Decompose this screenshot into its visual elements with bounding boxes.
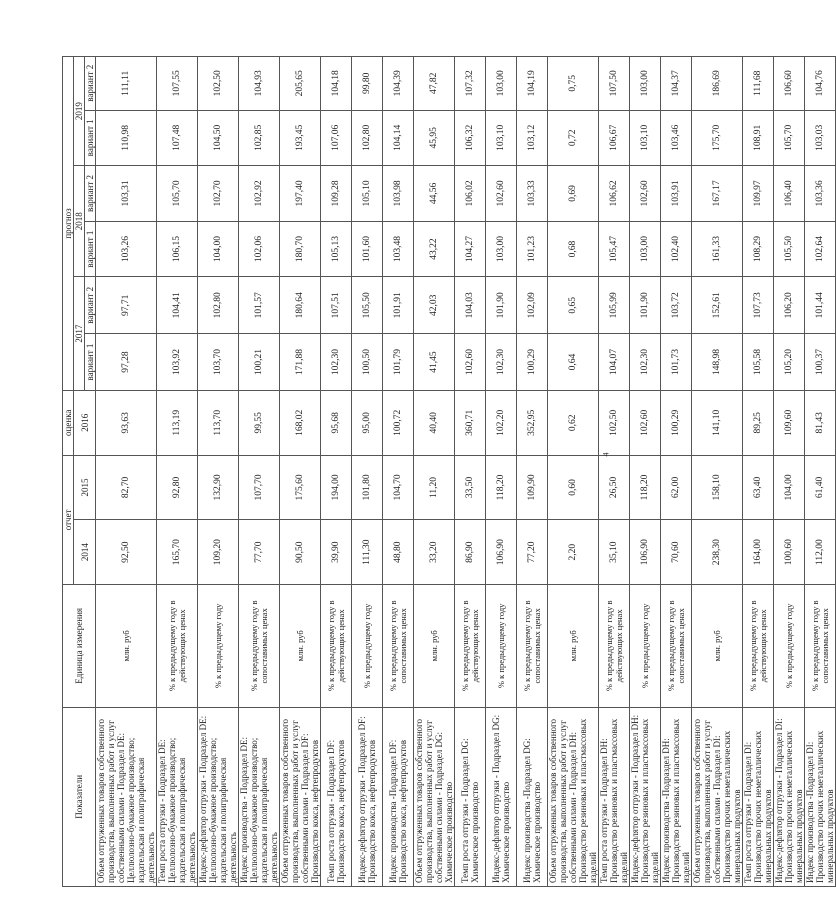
value-cell: 104,00 — [198, 221, 239, 277]
value-cell: 171,88 — [280, 334, 321, 391]
header-variant-1: вариант 1 — [85, 110, 96, 166]
forecast-table — [62, 56, 836, 887]
value-cell: 103,48 — [383, 221, 414, 277]
value-cell: 186,69 — [692, 57, 743, 111]
value-cell: 164,00 — [743, 520, 774, 585]
value-cell: 103,10 — [486, 110, 517, 166]
header-variant-2: вариант 2 — [85, 166, 96, 222]
table-row — [486, 57, 517, 887]
value-cell: 0,60 — [548, 455, 599, 520]
value-cell: 47,82 — [414, 57, 455, 111]
indicator-cell: Темп роста отгрузки - Подраздел DF: Производство кокса, нефтепродуктов — [321, 707, 352, 886]
table-row — [692, 57, 743, 887]
value-cell: 100,37 — [805, 334, 836, 391]
value-cell: 238,30 — [692, 520, 743, 585]
value-cell: 102,40 — [661, 221, 692, 277]
value-cell: 100,29 — [517, 334, 548, 391]
indicator-cell: Объем отгруженных товаров собственного производства, выполненных работ и услуг собственными силами - Подраздел DI: Производство прочих неметаллических минеральных продуктов — [692, 707, 743, 886]
table-row — [198, 57, 239, 887]
rotated-table-container — [62, 56, 835, 887]
value-cell: 93,63 — [96, 390, 157, 455]
value-cell: 104,03 — [455, 277, 486, 334]
value-cell: 2,20 — [548, 520, 599, 585]
value-cell: 105,13 — [321, 221, 352, 277]
value-cell: 104,18 — [321, 57, 352, 111]
indicator-cell: Темп роста отгрузки - Подраздел DE: Целлюлозно-бумажное производство; издательская и полиграфическая деятельность — [157, 707, 198, 886]
value-cell: 102,50 — [198, 57, 239, 111]
header-variant-2: вариант 2 — [85, 277, 96, 334]
value-cell: 0,68 — [548, 221, 599, 277]
value-cell: 197,40 — [280, 166, 321, 222]
indicator-cell: Индекс-дефлятор отгрузки - Подраздел DH: Производство резиновых и пластмассовых изделий — [630, 707, 661, 886]
value-cell: 102,70 — [198, 166, 239, 222]
value-cell: 118,20 — [486, 455, 517, 520]
value-cell: 105,70 — [157, 166, 198, 222]
value-cell: 180,70 — [280, 221, 321, 277]
value-cell: 106,40 — [774, 166, 805, 222]
unit-cell: % к предыдущему году в действующих ценах — [599, 585, 630, 708]
value-cell: 104,76 — [805, 57, 836, 111]
value-cell: 109,90 — [517, 455, 548, 520]
value-cell: 107,48 — [157, 110, 198, 166]
value-cell: 111,30 — [352, 520, 383, 585]
value-cell: 158,10 — [692, 455, 743, 520]
value-cell: 102,60 — [630, 390, 661, 455]
value-cell: 113,70 — [198, 390, 239, 455]
value-cell: 103,33 — [517, 166, 548, 222]
value-cell: 100,21 — [239, 334, 280, 391]
value-cell: 167,17 — [692, 166, 743, 222]
indicator-cell: Объем отгруженных товаров собственного производства, выполненных работ и услуг собственными силами - Подраздел DE: Целлюлозно-бумажное производство; издательская и полиграфическая деятельность — [96, 707, 157, 886]
value-cell: 106,20 — [774, 277, 805, 334]
value-cell: 101,73 — [661, 334, 692, 391]
value-cell: 101,44 — [805, 277, 836, 334]
value-cell: 92,50 — [96, 520, 157, 585]
value-cell: 106,02 — [455, 166, 486, 222]
value-cell: 148,98 — [692, 334, 743, 391]
value-cell: 107,51 — [321, 277, 352, 334]
value-cell: 168,02 — [280, 390, 321, 455]
value-cell: 105,99 — [599, 277, 630, 334]
value-cell: 39,90 — [321, 520, 352, 585]
table-row — [321, 57, 352, 887]
table-row — [239, 57, 280, 887]
value-cell: 194,00 — [321, 455, 352, 520]
value-cell: 81,43 — [805, 390, 836, 455]
value-cell: 0,72 — [548, 110, 599, 166]
value-cell: 48,80 — [383, 520, 414, 585]
value-cell: 104,27 — [455, 221, 486, 277]
table-row — [383, 57, 414, 887]
table-row — [548, 57, 599, 887]
value-cell: 89,25 — [743, 390, 774, 455]
value-cell: 105,20 — [774, 334, 805, 391]
value-cell: 62,00 — [661, 455, 692, 520]
value-cell: 107,73 — [743, 277, 774, 334]
value-cell: 70,60 — [661, 520, 692, 585]
value-cell: 193,45 — [280, 110, 321, 166]
value-cell: 63,40 — [743, 455, 774, 520]
value-cell: 102,92 — [239, 166, 280, 222]
value-cell: 103,46 — [661, 110, 692, 166]
value-cell: 103,98 — [383, 166, 414, 222]
value-cell: 0,75 — [548, 57, 599, 111]
value-cell: 105,10 — [352, 166, 383, 222]
value-cell: 101,60 — [352, 221, 383, 277]
header-year-2019: 2019 — [74, 57, 85, 166]
value-cell: 104,37 — [661, 57, 692, 111]
value-cell: 41,45 — [414, 334, 455, 391]
table-row — [352, 57, 383, 887]
value-cell: 111,68 — [743, 57, 774, 111]
value-cell: 112,00 — [805, 520, 836, 585]
value-cell: 103,26 — [96, 221, 157, 277]
unit-cell: млн. руб — [414, 585, 455, 708]
value-cell: 40,40 — [414, 390, 455, 455]
indicator-cell: Индекс производства -Подраздел DG: Химическое производство — [517, 707, 548, 886]
value-cell: 104,70 — [383, 455, 414, 520]
value-cell: 205,65 — [280, 57, 321, 111]
value-cell: 33,50 — [455, 455, 486, 520]
unit-cell: млн. руб — [548, 585, 599, 708]
indicator-cell: Индекс производства - Подраздел DE: Целлюлозно-бумажное производство; издательская и полиграфическая деятельность — [239, 707, 280, 886]
table-body — [96, 57, 836, 887]
value-cell: 132,90 — [198, 455, 239, 520]
value-cell: 109,28 — [321, 166, 352, 222]
value-cell: 104,19 — [517, 57, 548, 111]
value-cell: 106,67 — [599, 110, 630, 166]
indicator-cell: Индекс-дефлятор отгрузки - Подраздел DE: Целлюлозно-бумажное производство; издательская и полиграфическая деятельность — [198, 707, 239, 886]
value-cell: 352,95 — [517, 390, 548, 455]
value-cell: 90,50 — [280, 520, 321, 585]
value-cell: 103,91 — [661, 166, 692, 222]
value-cell: 103,92 — [157, 334, 198, 391]
header-variant-1: вариант 1 — [85, 334, 96, 391]
value-cell: 104,93 — [239, 57, 280, 111]
unit-cell: % к предыдущему году в сопоставимых ценах — [383, 585, 414, 708]
value-cell: 33,20 — [414, 520, 455, 585]
value-cell: 108,29 — [743, 221, 774, 277]
header-report: отчет — [63, 455, 74, 584]
header-forecast: прогноз — [63, 57, 74, 391]
value-cell: 101,23 — [517, 221, 548, 277]
value-cell: 103,03 — [805, 110, 836, 166]
value-cell: 111,11 — [96, 57, 157, 111]
value-cell: 101,90 — [486, 277, 517, 334]
value-cell: 103,10 — [630, 110, 661, 166]
value-cell: 100,50 — [352, 334, 383, 391]
value-cell: 102,30 — [321, 334, 352, 391]
value-cell: 95,00 — [352, 390, 383, 455]
value-cell: 101,57 — [239, 277, 280, 334]
header-year-2015: 2015 — [74, 455, 96, 520]
header-indicator: Показатели — [63, 707, 96, 886]
value-cell: 102,20 — [486, 390, 517, 455]
value-cell: 102,30 — [630, 334, 661, 391]
value-cell: 107,55 — [157, 57, 198, 111]
value-cell: 99,55 — [239, 390, 280, 455]
value-cell: 102,60 — [455, 334, 486, 391]
value-cell: 44,56 — [414, 166, 455, 222]
value-cell: 103,72 — [661, 277, 692, 334]
indicator-cell: Темп роста отгрузки - Подраздел DG: Химическое производство — [455, 707, 486, 886]
value-cell: 101,90 — [630, 277, 661, 334]
value-cell: 0,69 — [548, 166, 599, 222]
value-cell: 106,62 — [599, 166, 630, 222]
table-row — [774, 57, 805, 887]
value-cell: 102,30 — [486, 334, 517, 391]
value-cell: 100,29 — [661, 390, 692, 455]
unit-cell: % к предыдущему году в сопоставимых ценах — [517, 585, 548, 708]
value-cell: 103,00 — [630, 221, 661, 277]
value-cell: 109,20 — [198, 520, 239, 585]
value-cell: 77,70 — [239, 520, 280, 585]
value-cell: 77,20 — [517, 520, 548, 585]
value-cell: 102,06 — [239, 221, 280, 277]
table-row — [743, 57, 774, 887]
value-cell: 101,91 — [383, 277, 414, 334]
value-cell: 61,40 — [805, 455, 836, 520]
unit-cell: % к предыдущему году — [630, 585, 661, 708]
value-cell: 360,71 — [455, 390, 486, 455]
unit-cell: % к предыдущему году в сопоставимых ценах — [239, 585, 280, 708]
value-cell: 103,00 — [486, 221, 517, 277]
value-cell: 161,33 — [692, 221, 743, 277]
header-variant-2: вариант 2 — [85, 57, 96, 111]
table-row — [517, 57, 548, 887]
table-row — [599, 57, 630, 887]
value-cell: 11,20 — [414, 455, 455, 520]
value-cell: 45,95 — [414, 110, 455, 166]
value-cell: 0,64 — [548, 334, 599, 391]
indicator-cell: Темп роста отгрузки - Подраздел DH: Производство резиновых и пластмассовых изделий — [599, 707, 630, 886]
value-cell: 106,15 — [157, 221, 198, 277]
table-row — [661, 57, 692, 887]
unit-cell: % к предыдущему году — [198, 585, 239, 708]
value-cell: 102,80 — [198, 277, 239, 334]
header-year-2017: 2017 — [74, 277, 85, 391]
unit-cell: % к предыдущему году в сопоставимых ценах — [661, 585, 692, 708]
value-cell: 108,91 — [743, 110, 774, 166]
value-cell: 103,31 — [96, 166, 157, 222]
value-cell: 104,39 — [383, 57, 414, 111]
indicator-cell: Объем отгруженных товаров собственного производства, выполненных работ и услуг собственными силами - Подраздел DH: Производство резиновых и пластмассовых изделий — [548, 707, 599, 886]
unit-cell: млн. руб — [280, 585, 321, 708]
indicator-cell: Индекс-дефлятор отгрузки - Подраздел DF: Производство кокса, нефтепродуктов — [352, 707, 383, 886]
value-cell: 106,90 — [486, 520, 517, 585]
value-cell: 92,80 — [157, 455, 198, 520]
value-cell: 105,70 — [774, 110, 805, 166]
unit-cell: % к предыдущему году — [352, 585, 383, 708]
value-cell: 104,00 — [774, 455, 805, 520]
indicator-cell: Индекс-дефлятор отгрузки - Подраздел DI: Производство прочих неметаллических минеральных продуктов — [774, 707, 805, 886]
header-year-2016: 2016 — [74, 390, 96, 455]
value-cell: 99,80 — [352, 57, 383, 111]
value-cell: 102,09 — [517, 277, 548, 334]
value-cell: 101,80 — [352, 455, 383, 520]
page-number: 4 — [601, 452, 611, 457]
table-row — [280, 57, 321, 887]
unit-cell: % к предыдущему году в действующих ценах — [743, 585, 774, 708]
value-cell: 118,20 — [630, 455, 661, 520]
value-cell: 105,50 — [774, 221, 805, 277]
value-cell: 101,79 — [383, 334, 414, 391]
value-cell: 113,19 — [157, 390, 198, 455]
value-cell: 152,61 — [692, 277, 743, 334]
value-cell: 107,06 — [321, 110, 352, 166]
value-cell: 107,50 — [599, 57, 630, 111]
indicator-cell: Индекс производства -Подраздел DH: Производство резиновых и пластмассовых изделий — [661, 707, 692, 886]
value-cell: 102,85 — [239, 110, 280, 166]
value-cell: 175,70 — [692, 110, 743, 166]
value-cell: 86,90 — [455, 520, 486, 585]
value-cell: 180,64 — [280, 277, 321, 334]
value-cell: 106,60 — [774, 57, 805, 111]
value-cell: 109,97 — [743, 166, 774, 222]
value-cell: 103,00 — [486, 57, 517, 111]
table-row — [414, 57, 455, 887]
table-row — [96, 57, 157, 887]
header-unit: Единица измерения — [63, 585, 96, 708]
value-cell: 102,50 — [599, 390, 630, 455]
value-cell: 175,60 — [280, 455, 321, 520]
table-row — [455, 57, 486, 887]
header-variant-1: вариант 1 — [85, 221, 96, 277]
indicator-cell: Объем отгруженных товаров собственного производства, выполненных работ и услуг собственными силами - Подраздел DG: Химическое производство — [414, 707, 455, 886]
value-cell: 95,68 — [321, 390, 352, 455]
value-cell: 104,41 — [157, 277, 198, 334]
value-cell: 26,50 — [599, 455, 630, 520]
indicator-cell: Темп роста отгрузки - Подраздел DI: Производство прочих неметаллических минеральных продуктов — [743, 707, 774, 886]
value-cell: 107,32 — [455, 57, 486, 111]
indicator-cell: Объем отгруженных товаров собственного производства, выполненных работ и услуг собственными силами - Подраздел DF: Производство кокса, нефтепродуктов — [280, 707, 321, 886]
value-cell: 100,60 — [774, 520, 805, 585]
value-cell: 105,50 — [352, 277, 383, 334]
table-row — [805, 57, 836, 887]
unit-cell: % к предыдущему году в действующих ценах — [157, 585, 198, 708]
value-cell: 105,58 — [743, 334, 774, 391]
value-cell: 97,71 — [96, 277, 157, 334]
value-cell: 103,36 — [805, 166, 836, 222]
value-cell: 102,60 — [630, 166, 661, 222]
value-cell: 104,14 — [383, 110, 414, 166]
value-cell: 105,47 — [599, 221, 630, 277]
unit-cell: % к предыдущему году в действующих ценах — [321, 585, 352, 708]
value-cell: 0,62 — [548, 390, 599, 455]
table-row — [157, 57, 198, 887]
value-cell: 103,12 — [517, 110, 548, 166]
value-cell: 104,07 — [599, 334, 630, 391]
table-row — [630, 57, 661, 887]
indicator-cell: Индекс производства -Подраздел DI: Производство прочих неметаллических минеральных продуктов — [805, 707, 836, 886]
unit-cell: млн. руб — [96, 585, 157, 708]
unit-cell: % к предыдущему году в сопоставимых ценах — [805, 585, 836, 708]
value-cell: 109,60 — [774, 390, 805, 455]
value-cell: 102,60 — [486, 166, 517, 222]
value-cell: 110,98 — [96, 110, 157, 166]
value-cell: 100,72 — [383, 390, 414, 455]
value-cell: 165,70 — [157, 520, 198, 585]
indicator-cell: Индекс производства -Подраздел DF: Производство кокса, нефтепродуктов — [383, 707, 414, 886]
value-cell: 42,03 — [414, 277, 455, 334]
header-estimate: оценка — [63, 390, 74, 455]
value-cell: 141,10 — [692, 390, 743, 455]
value-cell: 107,70 — [239, 455, 280, 520]
value-cell: 102,80 — [352, 110, 383, 166]
value-cell: 0,65 — [548, 277, 599, 334]
unit-cell: % к предыдущему году — [486, 585, 517, 708]
unit-cell: % к предыдущему году в действующих ценах — [455, 585, 486, 708]
value-cell: 43,22 — [414, 221, 455, 277]
value-cell: 103,70 — [198, 334, 239, 391]
value-cell: 106,90 — [630, 520, 661, 585]
value-cell: 97,28 — [96, 334, 157, 391]
value-cell: 102,64 — [805, 221, 836, 277]
unit-cell: млн. руб — [692, 585, 743, 708]
unit-cell: % к предыдущему году — [774, 585, 805, 708]
value-cell: 35,10 — [599, 520, 630, 585]
value-cell: 104,50 — [198, 110, 239, 166]
value-cell: 103,00 — [630, 57, 661, 111]
value-cell: 106,32 — [455, 110, 486, 166]
header-year-2014: 2014 — [74, 520, 96, 585]
indicator-cell: Индекс-дефлятор отгрузки - Подраздел DG: Химическое производство — [486, 707, 517, 886]
value-cell: 82,70 — [96, 455, 157, 520]
header-year-2018: 2018 — [74, 166, 85, 277]
